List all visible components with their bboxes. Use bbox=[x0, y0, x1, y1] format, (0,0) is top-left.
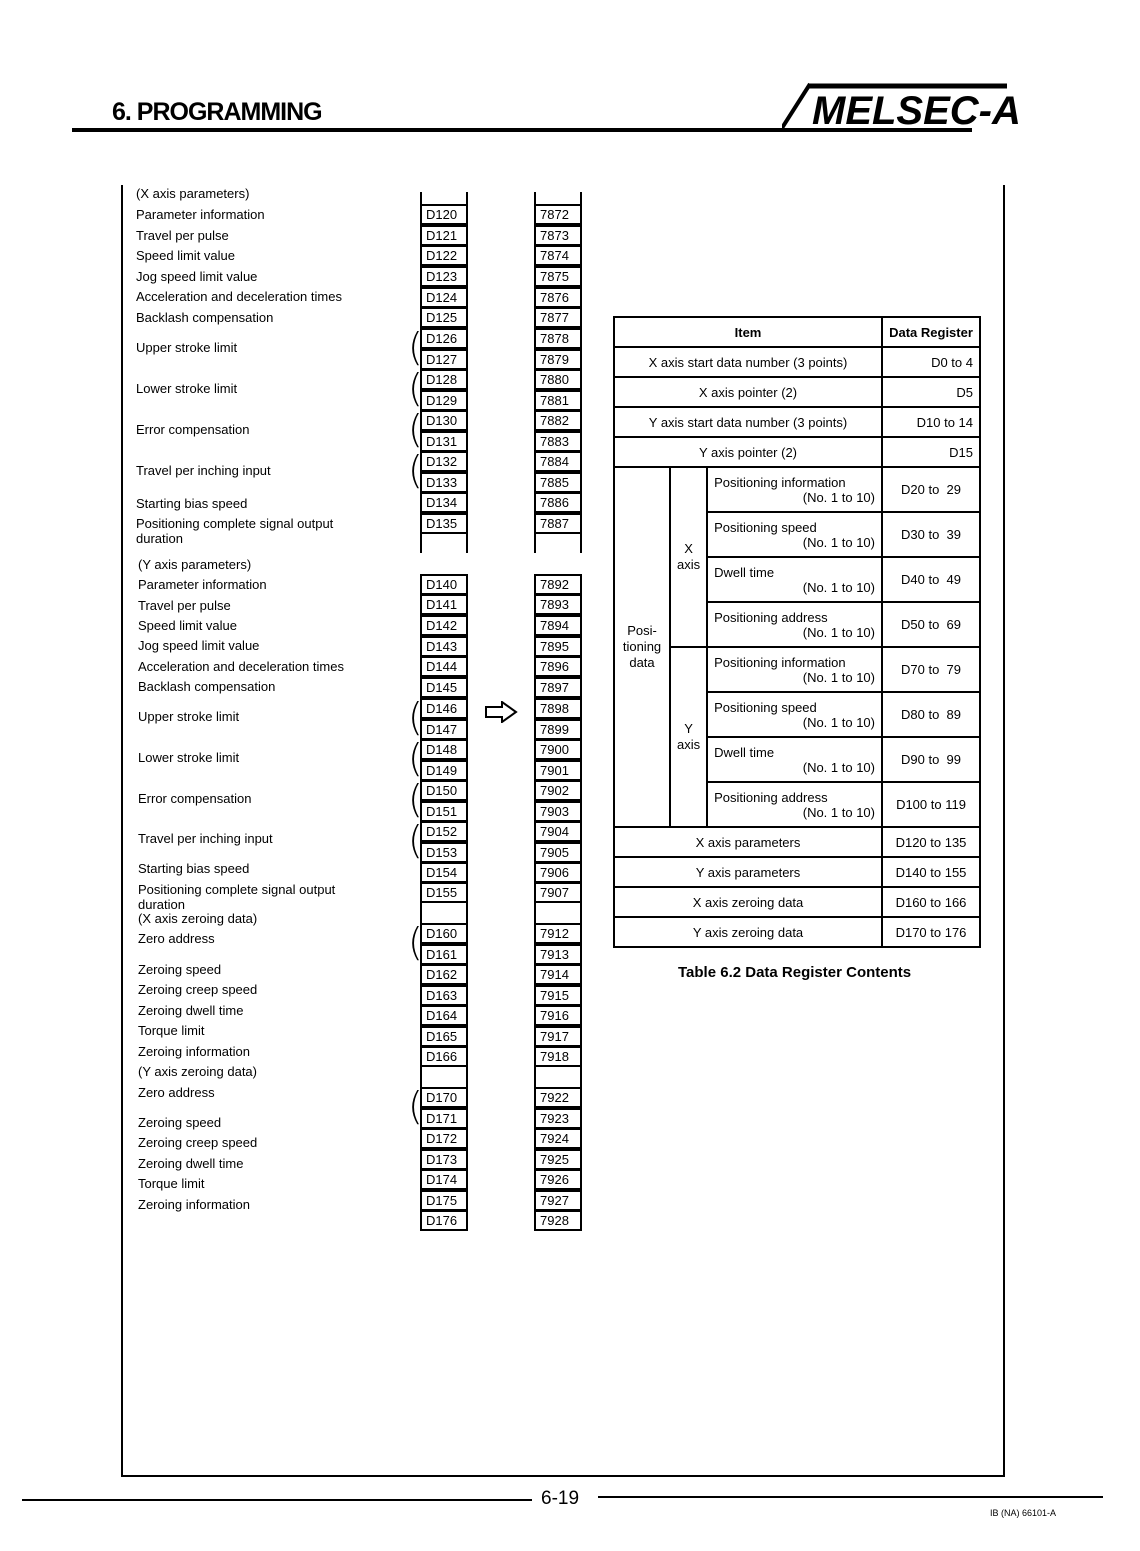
address-box: 7925 bbox=[534, 1149, 582, 1170]
table-register: D70 to 79 bbox=[882, 647, 980, 692]
address-box: 7887 bbox=[534, 513, 582, 534]
register-label: Upper stroke limit bbox=[138, 709, 240, 724]
table-register: D100 to 119 bbox=[882, 782, 980, 827]
address-box: 7872 bbox=[534, 204, 582, 225]
address-box: 7918 bbox=[534, 1046, 582, 1067]
register-label: Zeroing information bbox=[138, 1197, 250, 1212]
table-row bbox=[614, 377, 980, 407]
register-box: D120 bbox=[420, 204, 468, 225]
address-box: 7923 bbox=[534, 1108, 582, 1129]
address-box: 7928 bbox=[534, 1210, 582, 1231]
register-label: Zeroing dwell time bbox=[138, 1156, 244, 1171]
address-box: 7883 bbox=[534, 431, 582, 452]
blank-cell bbox=[534, 532, 582, 553]
register-box: D147 bbox=[420, 719, 468, 740]
register-box: D144 bbox=[420, 656, 468, 677]
register-label: Positioning complete signal output bbox=[138, 882, 336, 897]
register-label: Lower stroke limit bbox=[138, 750, 240, 765]
address-box: 7904 bbox=[534, 821, 582, 842]
register-label: Acceleration and deceleration times bbox=[138, 659, 344, 674]
register-label: Torque limit bbox=[138, 1023, 205, 1038]
register-label: (Y axis zeroing data) bbox=[138, 1064, 257, 1079]
register-box: D174 bbox=[420, 1169, 468, 1190]
brand-text: MELSEC-A bbox=[812, 89, 1021, 133]
brace-mark: ( bbox=[408, 777, 423, 821]
register-box: D161 bbox=[420, 944, 468, 965]
register-label: Zero address bbox=[138, 931, 215, 946]
blank-cell bbox=[420, 901, 468, 923]
register-label: Acceleration and deceleration times bbox=[136, 289, 342, 304]
table-item-range: (No. 1 to 10) bbox=[802, 714, 875, 730]
axis-label: X axis bbox=[670, 467, 707, 647]
register-box: D121 bbox=[420, 225, 468, 246]
brace-mark: ( bbox=[408, 325, 423, 369]
blank-cell bbox=[534, 1066, 582, 1087]
register-label: (X axis zeroing data) bbox=[138, 911, 258, 926]
table-item-range: (No. 1 to 10) bbox=[802, 759, 875, 775]
address-box: 7878 bbox=[534, 328, 582, 349]
table-register: D15 bbox=[882, 437, 980, 467]
table-item: Positioning speed bbox=[714, 699, 817, 715]
address-box: 7926 bbox=[534, 1169, 582, 1190]
register-label: Jog speed limit value bbox=[136, 269, 258, 284]
register-box: D127 bbox=[420, 349, 468, 370]
brace-mark: ( bbox=[408, 736, 423, 780]
brace-mark: ( bbox=[408, 448, 423, 492]
register-label-cont: duration bbox=[138, 897, 185, 912]
table-row bbox=[614, 827, 980, 857]
table-item: X axis zeroing data bbox=[614, 887, 882, 917]
footer-rule-right bbox=[598, 1496, 1103, 1498]
register-label: Speed limit value bbox=[138, 618, 237, 633]
table-register: D40 to 49 bbox=[882, 557, 980, 602]
table-item: Positioning address bbox=[714, 789, 828, 805]
register-box: D163 bbox=[420, 985, 468, 1006]
table-register: D120 to 135 bbox=[882, 827, 980, 857]
register-box: D130 bbox=[420, 410, 468, 431]
address-box: 7898 bbox=[534, 698, 582, 719]
table-row bbox=[614, 437, 980, 467]
register-box: D160 bbox=[420, 923, 468, 944]
table-row bbox=[614, 917, 980, 947]
address-box: 7875 bbox=[534, 266, 582, 287]
register-label: Speed limit value bbox=[136, 248, 235, 263]
table-register: D170 to 176 bbox=[882, 917, 980, 947]
address-box: 7884 bbox=[534, 451, 582, 472]
table-register: D80 to 89 bbox=[882, 692, 980, 737]
table-register: D10 to 14 bbox=[882, 407, 980, 437]
table-item: Y axis parameters bbox=[614, 857, 882, 887]
address-box: 7912 bbox=[534, 923, 582, 944]
register-box: D132 bbox=[420, 451, 468, 472]
register-box: D123 bbox=[420, 266, 468, 287]
table-item-range: (No. 1 to 10) bbox=[802, 579, 875, 595]
register-box: D146 bbox=[420, 698, 468, 719]
section-title: 6. PROGRAMMING bbox=[112, 98, 322, 126]
table-item: Positioning speed bbox=[714, 519, 817, 535]
register-box: D149 bbox=[420, 760, 468, 781]
register-label: Torque limit bbox=[138, 1176, 205, 1191]
register-label: Parameter information bbox=[138, 577, 267, 592]
table-header-item: Item bbox=[614, 317, 882, 347]
axis-label: Y axis bbox=[670, 647, 707, 827]
register-label: Travel per inching input bbox=[138, 831, 273, 846]
brace-mark: ( bbox=[408, 1084, 423, 1128]
register-label: Error compensation bbox=[136, 422, 250, 437]
brace-mark: ( bbox=[408, 407, 423, 451]
table-register: D30 to 39 bbox=[882, 512, 980, 557]
table-item: Y axis pointer (2) bbox=[614, 437, 882, 467]
register-label: Zero address bbox=[138, 1085, 215, 1100]
register-label: Zeroing creep speed bbox=[138, 982, 258, 997]
address-box: 7897 bbox=[534, 677, 582, 698]
brace-mark: ( bbox=[408, 920, 423, 964]
table-register: D90 to 99 bbox=[882, 737, 980, 782]
blank-cell bbox=[534, 901, 582, 923]
address-box: 7895 bbox=[534, 636, 582, 657]
address-box: 7896 bbox=[534, 656, 582, 677]
register-box: D142 bbox=[420, 615, 468, 636]
table-row bbox=[614, 407, 980, 437]
register-box: D175 bbox=[420, 1190, 468, 1211]
address-box: 7893 bbox=[534, 594, 582, 615]
register-label: Parameter information bbox=[136, 207, 265, 222]
table-row bbox=[614, 347, 980, 377]
address-box: 7886 bbox=[534, 492, 582, 513]
register-label: Upper stroke limit bbox=[136, 340, 238, 355]
table-register: D5 bbox=[882, 377, 980, 407]
register-box: D124 bbox=[420, 287, 468, 308]
table-item: Y axis zeroing data bbox=[614, 917, 882, 947]
brace-mark: ( bbox=[408, 818, 423, 862]
register-label: Lower stroke limit bbox=[136, 381, 238, 396]
table-register: D20 to 29 bbox=[882, 467, 980, 512]
table-item: X axis pointer (2) bbox=[614, 377, 882, 407]
table-item-range: (No. 1 to 10) bbox=[802, 534, 875, 550]
table-register: D140 to 155 bbox=[882, 857, 980, 887]
register-box: D154 bbox=[420, 862, 468, 883]
register-label: Zeroing speed bbox=[138, 962, 222, 977]
address-box: 7913 bbox=[534, 944, 582, 965]
address-box: 7879 bbox=[534, 349, 582, 370]
header-rule bbox=[72, 128, 782, 132]
register-box: D162 bbox=[420, 964, 468, 985]
register-box: D164 bbox=[420, 1005, 468, 1026]
table-row bbox=[614, 887, 980, 917]
table-item: X axis parameters bbox=[614, 827, 882, 857]
table-item-range: (No. 1 to 10) bbox=[802, 804, 875, 820]
table-item: Y axis start data number (3 points) bbox=[614, 407, 882, 437]
address-box: 7906 bbox=[534, 862, 582, 883]
register-box: D155 bbox=[420, 882, 468, 903]
register-box: D173 bbox=[420, 1149, 468, 1170]
register-box: D145 bbox=[420, 677, 468, 698]
register-box: D140 bbox=[420, 574, 468, 595]
right-arrow-icon bbox=[484, 701, 518, 723]
address-box: 7903 bbox=[534, 801, 582, 822]
address-box: 7914 bbox=[534, 964, 582, 985]
brand-logo bbox=[782, 82, 1044, 138]
register-box: D133 bbox=[420, 472, 468, 493]
register-box: D165 bbox=[420, 1026, 468, 1047]
address-box: 7927 bbox=[534, 1190, 582, 1211]
table-header-register: Data Register bbox=[882, 317, 980, 347]
register-label: Zeroing information bbox=[138, 1044, 250, 1059]
table-item: Positioning information bbox=[714, 474, 846, 490]
address-box: 7899 bbox=[534, 719, 582, 740]
address-box: 7873 bbox=[534, 225, 582, 246]
register-box: D141 bbox=[420, 594, 468, 615]
address-box: 7874 bbox=[534, 245, 582, 266]
brace-mark: ( bbox=[408, 695, 423, 739]
table-register: D160 to 166 bbox=[882, 887, 980, 917]
address-box: 7915 bbox=[534, 985, 582, 1006]
table-item-range: (No. 1 to 10) bbox=[802, 669, 875, 685]
address-box: 7924 bbox=[534, 1128, 582, 1149]
register-box: D171 bbox=[420, 1108, 468, 1129]
table-register: D0 to 4 bbox=[882, 347, 980, 377]
register-box: D134 bbox=[420, 492, 468, 513]
address-box: 7894 bbox=[534, 615, 582, 636]
register-box: D129 bbox=[420, 390, 468, 411]
register-label: Travel per inching input bbox=[136, 463, 271, 478]
table-item-range: (No. 1 to 10) bbox=[802, 624, 875, 640]
register-box: D176 bbox=[420, 1210, 468, 1231]
register-label: Error compensation bbox=[138, 791, 252, 806]
address-box: 7877 bbox=[534, 307, 582, 328]
register-box: D143 bbox=[420, 636, 468, 657]
table-row bbox=[614, 857, 980, 887]
footer-rule-left bbox=[22, 1499, 532, 1501]
register-label: Backlash compensation bbox=[136, 310, 274, 325]
register-box: D151 bbox=[420, 801, 468, 822]
address-box: 7881 bbox=[534, 390, 582, 411]
address-box: 7905 bbox=[534, 842, 582, 863]
address-box: 7907 bbox=[534, 882, 582, 903]
table-item: X axis start data number (3 points) bbox=[614, 347, 882, 377]
register-box: D166 bbox=[420, 1046, 468, 1067]
register-box: D152 bbox=[420, 821, 468, 842]
register-box: D172 bbox=[420, 1128, 468, 1149]
register-label: Starting bias speed bbox=[136, 496, 248, 511]
brace-mark: ( bbox=[408, 366, 423, 410]
address-box: 7882 bbox=[534, 410, 582, 431]
table-item: Dwell time bbox=[714, 744, 775, 760]
register-box: D131 bbox=[420, 431, 468, 452]
table-item-range: (No. 1 to 10) bbox=[802, 489, 875, 505]
register-label: Zeroing creep speed bbox=[138, 1135, 258, 1150]
table-item: Positioning address bbox=[714, 609, 828, 625]
address-box: 7902 bbox=[534, 780, 582, 801]
page-number: 6-19 bbox=[541, 1488, 580, 1509]
register-label-cont: duration bbox=[136, 531, 183, 546]
address-box: 7901 bbox=[534, 760, 582, 781]
address-box: 7892 bbox=[534, 574, 582, 595]
register-box: D170 bbox=[420, 1087, 468, 1108]
table-row bbox=[614, 467, 980, 512]
register-label: Starting bias speed bbox=[138, 861, 250, 876]
register-label: Jog speed limit value bbox=[138, 638, 260, 653]
register-label: Backlash compensation bbox=[138, 679, 276, 694]
register-label: Travel per pulse bbox=[136, 228, 229, 243]
register-box: D128 bbox=[420, 369, 468, 390]
register-label: (Y axis parameters) bbox=[138, 557, 252, 572]
group-label: Posi- tioning data bbox=[614, 467, 670, 827]
blank-cell bbox=[420, 532, 468, 553]
register-box: D126 bbox=[420, 328, 468, 349]
register-label: (X axis parameters) bbox=[136, 186, 250, 201]
table-item: Positioning information bbox=[714, 654, 846, 670]
table-register: D50 to 69 bbox=[882, 602, 980, 647]
register-label: Zeroing speed bbox=[138, 1115, 222, 1130]
data-register-table bbox=[613, 316, 981, 948]
register-box: D148 bbox=[420, 739, 468, 760]
document-id: IB (NA) 66101-A bbox=[990, 1508, 1057, 1518]
address-box: 7922 bbox=[534, 1087, 582, 1108]
register-label: Positioning complete signal output bbox=[136, 516, 334, 531]
address-box: 7885 bbox=[534, 472, 582, 493]
register-box: D135 bbox=[420, 513, 468, 534]
table-caption: Table 6.2 Data Register Contents bbox=[678, 964, 912, 981]
blank-cell bbox=[420, 1066, 468, 1087]
register-box: D125 bbox=[420, 307, 468, 328]
address-box: 7917 bbox=[534, 1026, 582, 1047]
register-label: Zeroing dwell time bbox=[138, 1003, 244, 1018]
address-box: 7900 bbox=[534, 739, 582, 760]
register-label: Travel per pulse bbox=[138, 598, 231, 613]
address-box: 7880 bbox=[534, 369, 582, 390]
register-box: D122 bbox=[420, 245, 468, 266]
address-box: 7876 bbox=[534, 287, 582, 308]
address-box: 7916 bbox=[534, 1005, 582, 1026]
table-item: Dwell time bbox=[714, 564, 775, 580]
register-box: D150 bbox=[420, 780, 468, 801]
register-box: D153 bbox=[420, 842, 468, 863]
